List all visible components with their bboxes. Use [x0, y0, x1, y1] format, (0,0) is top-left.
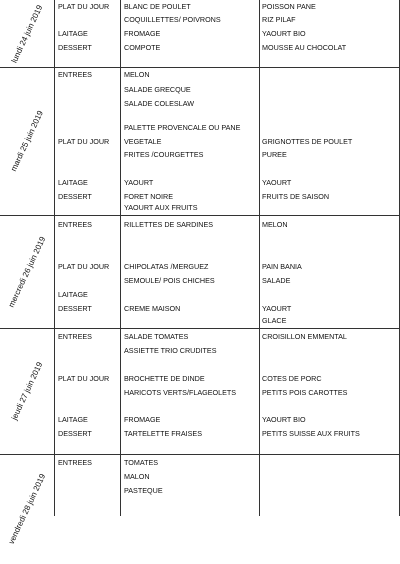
menu-item: FORET NOIRE: [124, 192, 173, 201]
menu-item-alt: PETITS POIS CAROTTES: [262, 388, 348, 397]
menu-item-alt: YAOURT BIO: [262, 29, 306, 38]
menu-item: SALADE COLESLAW: [124, 99, 195, 108]
menu-item-alt: RIZ PILAF: [262, 15, 296, 24]
menu-item-alt: YAOURT: [262, 178, 292, 187]
menu-item-alt: GLACE: [262, 316, 287, 325]
menu-item-alt: COTES DE PORC: [262, 374, 322, 383]
menu-item-alt: PAIN BANIA: [262, 262, 302, 271]
category-label: LAITAGE: [58, 415, 88, 424]
day-label: vendredi 28 juin 2019: [6, 472, 48, 546]
category-label: ENTREES: [58, 220, 92, 229]
menu-item: PALETTE PROVENCALE OU PANE: [124, 123, 241, 132]
menu-item: CREME MAISON: [124, 304, 181, 313]
category-label: ENTREES: [58, 70, 92, 79]
menu-item: MALON: [124, 472, 150, 481]
menu-item-alt: YAOURT: [262, 304, 292, 313]
row-divider: [0, 454, 400, 455]
day-cell-thursday: [0, 328, 54, 454]
menu-item: TOMATES: [124, 458, 159, 467]
menu-item-alt: FRUITS DE SAISON: [262, 192, 330, 201]
day-cell-friday: [0, 454, 54, 564]
menu-item: CHIPOLATAS /MERGUEZ: [124, 262, 209, 271]
column-divider: [259, 0, 260, 516]
menu-item: MELON: [124, 70, 150, 79]
row-divider: [0, 328, 400, 329]
menu-item: FROMAGE: [124, 29, 161, 38]
menu-item: YAOURT AUX FRUITS: [124, 203, 198, 212]
category-label: DESSERT: [58, 429, 92, 438]
category-label: LAITAGE: [58, 178, 88, 187]
category-label: PLAT DU JOUR: [58, 262, 110, 271]
category-label: PLAT DU JOUR: [58, 137, 110, 146]
menu-item: TARTELETTE FRAISES: [124, 429, 203, 438]
category-label: DESSERT: [58, 43, 92, 52]
menu-item: ASSIETTE TRIO CRUDITES: [124, 346, 217, 355]
category-label: LAITAGE: [58, 29, 88, 38]
menu-item-alt: MELON: [262, 220, 288, 229]
row-divider: [0, 215, 400, 216]
column-divider: [54, 0, 55, 516]
menu-item: FROMAGE: [124, 415, 161, 424]
column-divider: [120, 0, 121, 516]
menu-item: RILLETTES DE SARDINES: [124, 220, 214, 229]
menu-item-alt: PETITS SUISSE AUX FRUITS: [262, 429, 360, 438]
category-label: DESSERT: [58, 304, 92, 313]
menu-item-alt: SALADE: [262, 276, 291, 285]
menu-item: SALADE TOMATES: [124, 332, 189, 341]
day-label: mardi 25 juin 2019: [9, 109, 45, 173]
menu-item: SEMOULE/ POIS CHICHES: [124, 276, 215, 285]
menu-item-alt: MOUSSE AU CHOCOLAT: [262, 43, 347, 52]
menu-item-alt: POISSON PANE: [262, 2, 316, 11]
menu-item-alt: CROISILLON EMMENTAL: [262, 332, 347, 341]
category-label: ENTREES: [58, 458, 92, 467]
menu-item-alt: PUREE: [262, 150, 287, 159]
menu-item: YAOURT: [124, 178, 154, 187]
day-cell-tuesday: [0, 67, 54, 215]
menu-item: BLANC DE POULET: [124, 2, 191, 11]
day-label: mercredi 26 juin 2019: [6, 234, 48, 309]
menu-item-alt: YAOURT BIO: [262, 415, 306, 424]
menu-item: SALADE GRECQUE: [124, 85, 191, 94]
day-label: lundi 24 juin 2019: [9, 3, 45, 64]
menu-item: HARICOTS VERTS/FLAGEOLETS: [124, 388, 237, 397]
menu-item: FRITES /COURGETTES: [124, 150, 204, 159]
day-cell-wednesday: [0, 215, 54, 328]
menu-item: COQUILLETTES/ POIVRONS: [124, 15, 221, 24]
category-label: LAITAGE: [58, 290, 88, 299]
day-cell-monday: [0, 0, 54, 67]
category-label: ENTREES: [58, 332, 92, 341]
category-label: PLAT DU JOUR: [58, 374, 110, 383]
menu-item: VEGETALE: [124, 137, 162, 146]
day-label: jeudi 27 juin 2019: [9, 360, 45, 422]
category-label: PLAT DU JOUR: [58, 2, 110, 11]
category-label: DESSERT: [58, 192, 92, 201]
menu-item: PASTEQUE: [124, 486, 163, 495]
menu-item: COMPOTE: [124, 43, 161, 52]
menu-item: BROCHETTE DE DINDE: [124, 374, 205, 383]
menu-item-alt: GRIGNOTTES DE POULET: [262, 137, 353, 146]
